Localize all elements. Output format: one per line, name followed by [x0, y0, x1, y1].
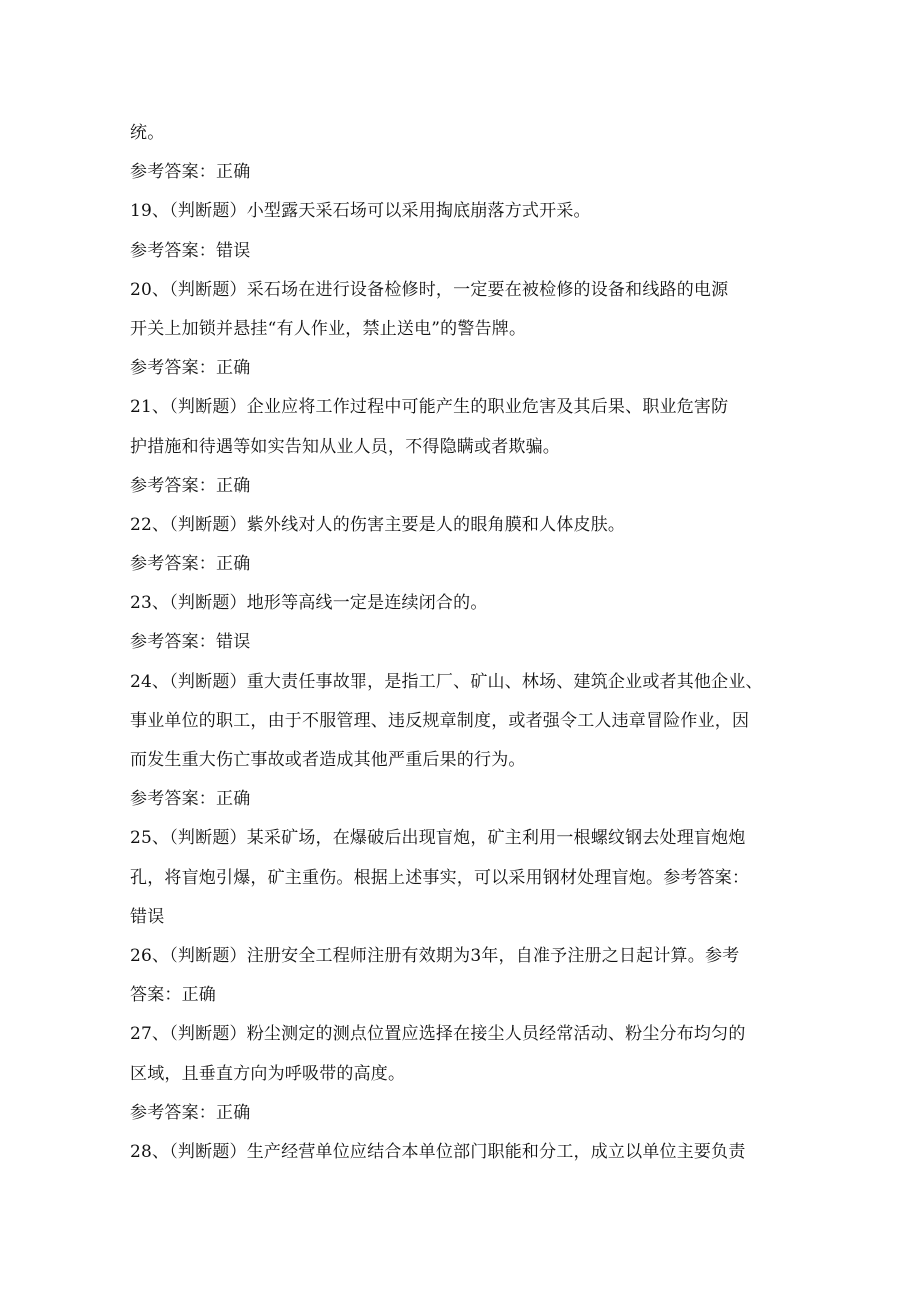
text-line: 开关上加锁并悬挂“有人作业，禁止送电”的警告牌。 [130, 318, 527, 339]
question-24: 24、（判断题）重大责任事故罪，是指工厂、矿山、林场、建筑企业或者其他企业、 [130, 671, 763, 692]
text-line: 区域，且垂直方向为呼吸带的高度。 [130, 1063, 406, 1084]
text-line: 事业单位的职工，由于不服管理、违反规章制度，或者强令工人违章冒险作业，因 [130, 710, 750, 731]
text-line: 错误 [130, 906, 165, 927]
answer-line: 参考答案：正确 [130, 789, 251, 810]
answer-line: 参考答案：错误 [130, 632, 251, 653]
answer-line: 参考答案：正确 [130, 358, 251, 379]
question-26: 26、（判断题）注册安全工程师注册有效期为3年，自准予注册之日起计算。参考 [130, 945, 740, 966]
text-line: 孔，将盲炮引爆，矿主重伤。根据上述事实，可以采用钢材处理盲炮。参考答案： [130, 867, 750, 888]
text-line: 统。 [130, 123, 165, 143]
question-22: 22、（判断题）紫外线对人的伤害主要是人的眼角膜和人体皮肤。 [130, 514, 626, 535]
question-20: 20、（判断题）采石场在进行设备检修时，一定要在被检修的设备和线路的电源 [130, 279, 729, 300]
answer-line: 参考答案：正确 [130, 162, 251, 183]
text-line: 护措施和待遇等如实告知从业人员，不得隐瞒或者欺骗。 [130, 436, 560, 457]
question-19: 19、（判断题）小型露天采石场可以采用掏底崩落方式开采。 [130, 201, 591, 222]
document-page [130, 114, 798, 1172]
text-line: 答案：正确 [130, 985, 216, 1006]
answer-line: 参考答案：正确 [130, 1102, 251, 1123]
answer-line: 参考答案：正确 [130, 554, 251, 575]
question-27: 27、（判断题）粉尘测定的测点位置应选择在接尘人员经常活动、粉尘分布均匀的 [130, 1024, 746, 1045]
question-28: 28、（判断题）生产经营单位应结合本单位部门职能和分工，成立以单位主要负责 [130, 1141, 746, 1162]
text-line: 而发生重大伤亡事故或者造成其他严重后果的行为。 [130, 750, 526, 770]
question-23: 23、（判断题）地形等高线一定是连续闭合的。 [130, 593, 488, 614]
answer-line: 参考答案：正确 [130, 475, 251, 496]
question-25: 25、（判断题）某采矿场，在爆破后出现盲炮，矿主利用一根螺纹钢去处理盲炮炮 [130, 828, 746, 849]
question-21: 21、（判断题）企业应将工作过程中可能产生的职业危害及其后果、职业危害防 [130, 397, 729, 418]
answer-line: 参考答案：错误 [130, 240, 251, 261]
